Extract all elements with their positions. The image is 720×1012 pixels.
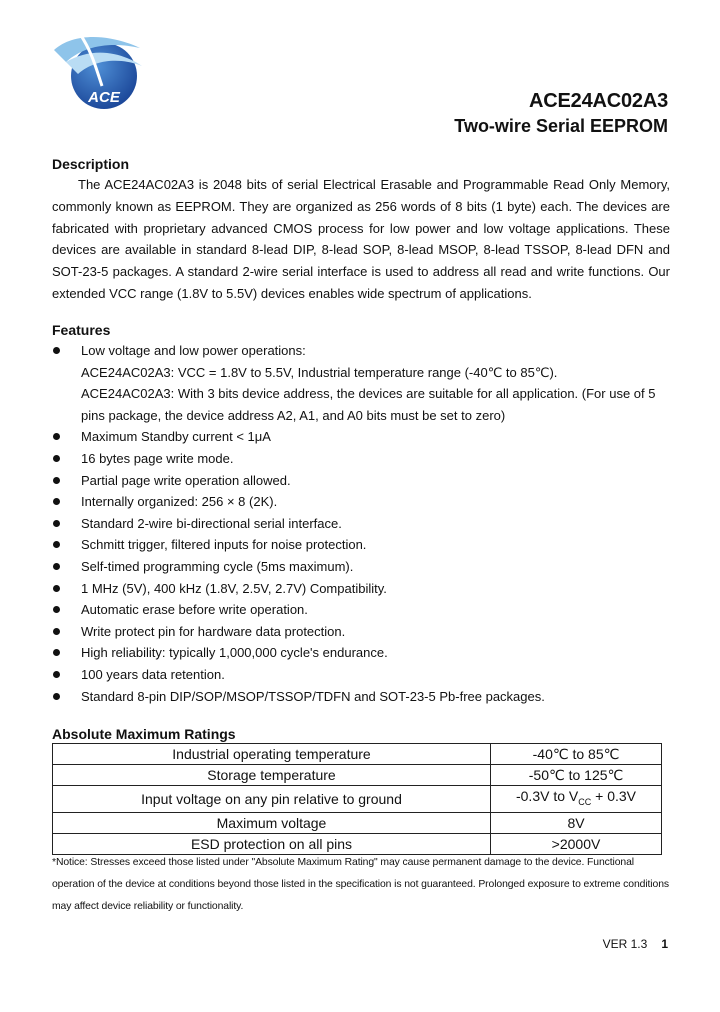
bullet-icon: [53, 628, 60, 635]
feature-item: [52, 556, 670, 578]
bullet-icon: [53, 433, 60, 440]
feature-text: Low voltage and low power operations:: [81, 343, 306, 358]
feature-text: Standard 8-pin DIP/SOP/MSOP/TSSOP/TDFN and SOT-23-5 Pb-free packages.: [81, 688, 545, 704]
feature-text: 16 bytes page write mode.: [81, 450, 234, 466]
feature-item: [52, 426, 670, 448]
bullet-icon: [53, 455, 60, 462]
rating-parameter: Storage temperature: [53, 765, 491, 786]
bullet-icon: [53, 649, 60, 656]
feature-item: [52, 534, 670, 556]
rating-value: -40℃ to 85℃: [491, 744, 662, 765]
bullet-icon: [53, 693, 60, 700]
features-heading: Features: [52, 322, 111, 338]
feature-subtext: ACE24AC02A3: With 3 bits device address, the devices are suitable for all application. (For use of 5 pins package, the device address A2, A1, and A0 bits must be set to zero): [81, 386, 656, 423]
table-row: [53, 812, 662, 833]
rating-parameter: Maximum voltage: [53, 812, 491, 833]
rating-value: 8V: [491, 812, 662, 833]
feature-text: Schmitt trigger, filtered inputs for noise protection.: [81, 537, 367, 553]
feature-item: [52, 599, 670, 621]
feature-item: [52, 686, 670, 708]
document-subtitle: Two-wire Serial EEPROM: [454, 116, 668, 136]
bullet-icon: [53, 520, 60, 527]
features-list: [52, 340, 670, 707]
feature-text: Standard 2-wire bi-directional serial interface.: [81, 515, 342, 531]
feature-text: 1 MHz (5V), 400 kHz (1.8V, 2.5V, 2.7V) Compatibility.: [81, 580, 387, 596]
rating-value: -50℃ to 125℃: [491, 765, 662, 786]
page-number: 1: [661, 937, 668, 951]
ratings-heading: Absolute Maximum Ratings: [52, 726, 236, 742]
feature-text: High reliability: typically 1,000,000 cycle's endurance.: [81, 645, 388, 661]
rating-value-post: + 0.3V: [591, 788, 637, 804]
feature-item: [52, 491, 670, 513]
ratings-table: [52, 743, 662, 855]
rating-value-pre: -0.3V to V: [515, 788, 579, 804]
table-row: [53, 744, 662, 765]
page-footer: [603, 937, 668, 951]
feature-text: Maximum Standby current < 1μA: [81, 429, 271, 445]
part-number: ACE24AC02A3: [529, 90, 668, 112]
logo-text: ACE: [88, 89, 120, 106]
bullet-icon: [53, 347, 60, 354]
table-row: [53, 765, 662, 786]
rating-parameter: Input voltage on any pin relative to ground: [53, 786, 491, 813]
bullet-icon: [53, 498, 60, 505]
feature-text: 100 years data retention.: [81, 666, 225, 682]
bullet-icon: [53, 541, 60, 548]
feature-item: [52, 578, 670, 600]
feature-item: [52, 340, 670, 426]
title-block: [454, 90, 668, 138]
rating-parameter: Industrial operating temperature: [53, 744, 491, 765]
feature-item: [52, 470, 670, 492]
feature-text: Automatic erase before write operation.: [81, 602, 308, 618]
feature-item: [52, 448, 670, 470]
feature-text: Self-timed programming cycle (5ms maximum).: [81, 558, 354, 574]
feature-subtext: ACE24AC02A3: VCC = 1.8V to 5.5V, Industrial temperature range (-40℃ to 85℃).: [81, 364, 558, 380]
bullet-icon: [53, 606, 60, 613]
feature-item: [52, 513, 670, 535]
bullet-icon: [53, 671, 60, 678]
description-text: [52, 174, 670, 305]
feature-item: [52, 664, 670, 686]
rating-value-sub: CC: [578, 796, 592, 807]
version-label: VER 1.3: [602, 937, 648, 951]
notice-text: *Notice: Stresses exceed those listed under "Absolute Maximum Rating" may cause permanent damage to the device. Functional operation of the device at conditions beyond those listed in the specification is not guaranteed. Prolonged exposure to extreme conditions may affect device reliability or functionality.: [52, 857, 669, 912]
feature-item: [52, 642, 670, 664]
feature-item: [52, 621, 670, 643]
rating-value: [491, 786, 662, 813]
feature-text: Internally organized: 256 × 8 (2K).: [81, 494, 278, 510]
table-row: [53, 786, 662, 813]
bullet-icon: [53, 585, 60, 592]
rating-value: >2000V: [491, 833, 662, 854]
bullet-icon: [53, 563, 60, 570]
ace-logo: [52, 28, 148, 110]
feature-text: Write protect pin for hardware data protection.: [81, 623, 346, 639]
feature-text: Partial page write operation allowed.: [81, 472, 291, 488]
description-body: The ACE24AC02A3 is 2048 bits of serial Electrical Erasable and Programmable Read Only Memory, commonly known as EEPROM. They are organized as 256 words of 8 bits (1 byte) each. The devices are fabricated with proprietary advanced CMOS process for low power and low voltage applications. These devices are available in standard 8-lead DIP, 8-lead SOP, 8-lead MSOP, 8-lead TSSOP, 8-lead DFN and SOT-23-5 packages. A standard 2-wire serial interface is used to address all read and write functions. Our extended VCC range (1.8V to 5.5V) devices enables wide spectrum of applications.: [52, 177, 670, 301]
bullet-icon: [53, 477, 60, 484]
rating-parameter: ESD protection on all pins: [53, 833, 491, 854]
description-heading: Description: [52, 156, 130, 172]
